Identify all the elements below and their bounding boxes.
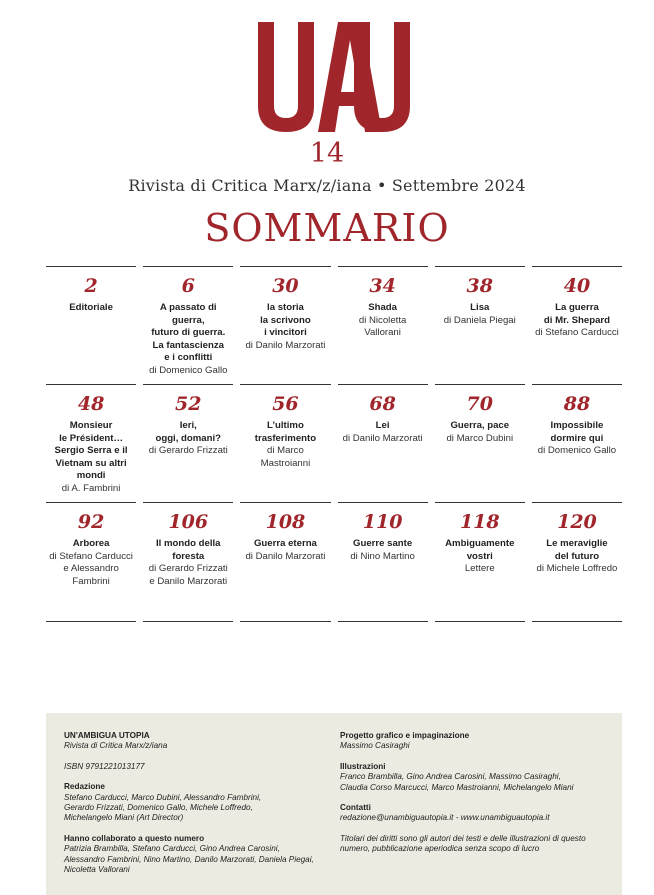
credits-right-column xyxy=(328,731,604,895)
entry-author: di Domenico Gallo xyxy=(149,364,228,376)
publication-name: UN'AMBIGUA UTOPIA xyxy=(64,731,150,740)
contents-entry[interactable] xyxy=(46,266,136,384)
entry-page-number: 38 xyxy=(466,275,493,297)
contents-entry[interactable] xyxy=(435,502,525,622)
design-heading: Progetto grafico e impaginazione xyxy=(340,731,470,740)
entry-author: di Nino Martino xyxy=(350,550,415,562)
contents-entry[interactable] xyxy=(240,266,330,384)
entry-page-number: 56 xyxy=(272,393,299,415)
entry-author: di Marco Dubini xyxy=(446,432,514,444)
contents-entry[interactable] xyxy=(338,502,428,622)
entry-title: Guerra, pace xyxy=(450,420,510,431)
entry-title: Lei xyxy=(375,420,390,431)
contents-entry[interactable] xyxy=(143,266,233,384)
uau-logo xyxy=(0,14,654,134)
entry-author: di Gerardo Frizzati e Danilo Marzorati xyxy=(148,563,228,587)
contents-row xyxy=(46,266,622,384)
entry-page-number: 48 xyxy=(77,393,105,415)
contacts-block xyxy=(340,803,604,824)
contents-row xyxy=(46,384,622,502)
entry-author: di Daniela Piegai xyxy=(443,314,516,326)
entry-title: Guerra eterna xyxy=(253,538,317,549)
magazine-subtitle: Rivista di Critica Marx/z/iana • Settembre 2024 xyxy=(128,176,526,195)
issue-number: 14 xyxy=(309,138,345,169)
entry-page-number: 40 xyxy=(563,275,591,297)
contents-entry[interactable] xyxy=(143,502,233,622)
collaborators-heading: Hanno collaborato a questo numero xyxy=(64,833,205,843)
entry-author: di Gerardo Frizzati xyxy=(148,445,228,456)
entry-author: di Nicoletta Vallorani xyxy=(358,314,407,338)
entry-page-number: 120 xyxy=(557,511,597,533)
entry-author: di Marco Mastroianni xyxy=(260,445,311,469)
entry-page-number: 70 xyxy=(466,393,493,415)
entry-title: Impossibile dormire qui xyxy=(550,420,604,444)
entry-page-number: 88 xyxy=(563,393,591,415)
entry-page-number: 2 xyxy=(84,275,98,297)
section-title: SOMMARIO xyxy=(204,206,450,250)
entry-page-number: 52 xyxy=(175,393,202,415)
contents-entry[interactable] xyxy=(338,384,428,502)
contents-grid xyxy=(46,266,622,622)
contents-entry[interactable] xyxy=(240,384,330,502)
entry-title: L’ultimo trasferimento xyxy=(254,420,317,444)
illustrations-names: Franco Brambilla, Gino Andrea Carosini, Massimo Casiraghi, Claudia Corso Marcucci, Marco Mastroianni, Michelangelo Miani xyxy=(340,772,574,792)
contents-entry[interactable] xyxy=(532,384,622,502)
publication-tagline: Rivista di Critica Marx/z/iana xyxy=(64,741,168,751)
isbn-block xyxy=(64,762,328,772)
isbn: ISBN 9791221013177 xyxy=(64,761,145,771)
entry-page-number: 108 xyxy=(265,511,306,533)
entry-author: di Danilo Marzorati xyxy=(245,550,326,562)
illustrations-block xyxy=(340,762,604,793)
collaborators-block xyxy=(64,834,328,876)
entry-author: di Stefano Carducci e Alessandro Fambrini xyxy=(49,550,133,587)
contents-entry[interactable] xyxy=(143,384,233,502)
contents-entry[interactable] xyxy=(532,502,622,622)
entry-title: Editoriale xyxy=(69,302,113,313)
entry-title: A passato di guerra, futuro di guerra. La fantascienza e i conflitti xyxy=(151,302,226,363)
contacts-text[interactable]: redazione@unambiguautopia.it - www.unambiguautopia.it xyxy=(340,813,550,823)
entry-author: di Danilo Marzorati xyxy=(245,339,326,351)
contents-entry[interactable] xyxy=(532,266,622,384)
redazione-names: Stefano Carducci, Marco Dubini, Alessandro Fambrini, Gerardo Frizzati, Domenico Gallo, Michele Loffredo, Michelangelo Miani (Art Director) xyxy=(64,792,262,823)
entry-page-number: 106 xyxy=(168,511,209,533)
contents-entry[interactable] xyxy=(46,384,136,502)
entry-title: Arborea xyxy=(72,538,110,549)
design-block xyxy=(340,731,604,752)
credits-left-column xyxy=(64,731,328,895)
entry-title: la storia la scrivono i vincitori xyxy=(260,302,311,338)
contents-entry[interactable] xyxy=(435,266,525,384)
entry-title: Monsieur le Président… Sergio Serra e il Vietnam su altri mondi xyxy=(54,420,128,481)
entry-author: Lettere xyxy=(464,563,495,574)
entry-title: Le meraviglie del futuro xyxy=(546,538,608,562)
contents-row xyxy=(46,502,622,622)
entry-title: La guerra di Mr. Shepard xyxy=(543,302,610,326)
publication-block xyxy=(64,731,328,752)
entry-title: Ieri, oggi, domani? xyxy=(155,420,222,444)
collaborators-names: Patrizia Brambilla, Stefano Carducci, Gino Andrea Carosini, Alessandro Fambrini, Nino Martino, Danilo Marzorati, Daniela Piegai, Nicoletta Vallorani xyxy=(64,844,314,875)
contacts-heading: Contatti xyxy=(340,803,371,813)
entry-author: di Danilo Marzorati xyxy=(342,432,423,444)
contents-entry[interactable] xyxy=(338,266,428,384)
entry-page-number: 92 xyxy=(77,511,105,533)
entry-page-number: 118 xyxy=(459,511,500,533)
entry-author: di Michele Loffredo xyxy=(536,563,618,574)
entry-author: di Stefano Carducci xyxy=(535,327,619,338)
contents-entry[interactable] xyxy=(435,384,525,502)
entry-page-number: 30 xyxy=(272,275,299,297)
rights-text: Titolari dei diritti sono gli autori dei testi e delle illustrazioni di questo numero, pubblicazione aperiodica senza scopo di lucro xyxy=(340,833,586,854)
entry-page-number: 34 xyxy=(369,275,396,297)
rights-block xyxy=(340,834,604,855)
entry-title: Lisa xyxy=(470,302,490,313)
entry-title: Il mondo della foresta xyxy=(156,538,221,562)
design-name: Massimo Casiraghi xyxy=(340,741,410,751)
entry-title: Ambiguamente vostri xyxy=(445,538,515,562)
contents-entry[interactable] xyxy=(46,502,136,622)
entry-page-number: 110 xyxy=(362,511,403,533)
illustrations-heading: Illustrazioni xyxy=(340,761,386,771)
redazione-heading: Redazione xyxy=(64,782,105,792)
contents-entry[interactable] xyxy=(240,502,330,622)
entry-title: Guerre sante xyxy=(353,538,413,549)
entry-page-number: 68 xyxy=(369,393,396,415)
entry-author: di Domenico Gallo xyxy=(537,445,617,456)
redazione-block xyxy=(64,782,328,824)
entry-title: Shada xyxy=(368,302,397,313)
entry-page-number: 6 xyxy=(181,275,195,297)
entry-author: di A. Fambrini xyxy=(61,482,121,494)
credits-box xyxy=(46,713,622,895)
